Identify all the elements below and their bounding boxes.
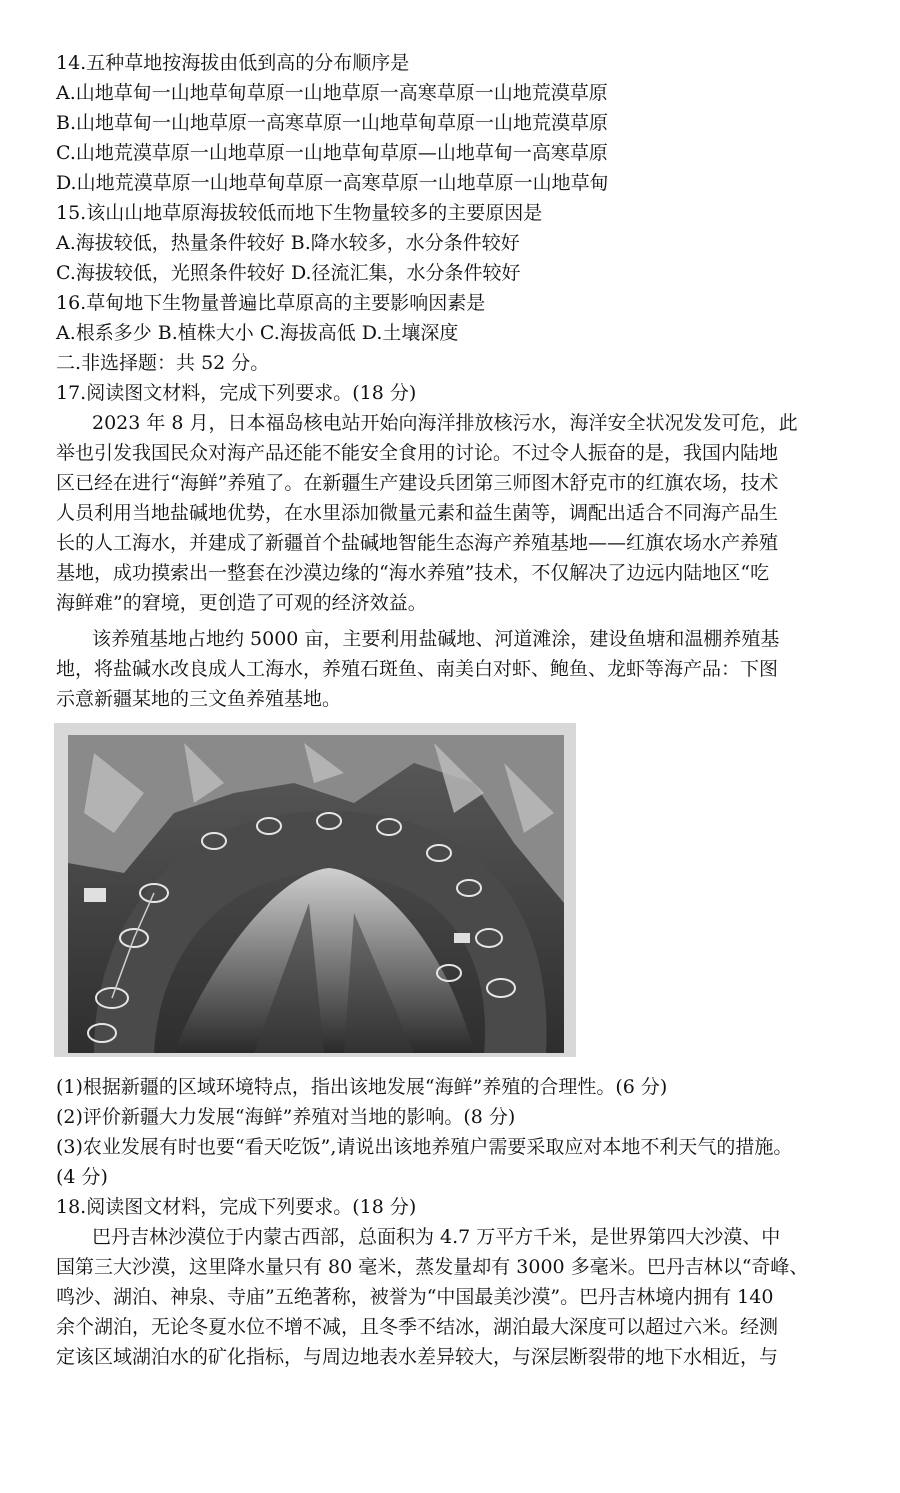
q14-option-a: A.山地草甸一山地草甸草原一山地草原一高寒草原一山地荒漠草原 [56,82,608,104]
q18-paragraph-line: 余个湖泊，无论冬夏水位不增不减，且冬季不结冰，湖泊最大深度可以超过六米。经测 [56,1316,779,1338]
q18-paragraph-line: 鸣沙、湖泊、神泉、寺庙”五绝著称，被誉为“中国最美沙漠”。巴丹吉林境内拥有 140 [56,1286,774,1308]
q16-stem: 16.草甸地下生物量普遍比草原高的主要影响因素是 [56,292,486,314]
q17-paragraph2-line: 该养殖基地占地约 5000 亩，主要利用盐碱地、河道滩涂，建设鱼塘和温棚养殖基 [92,628,780,650]
q17-paragraph1-line: 区已经在进行“海鲜”养殖了。在新疆生产建设兵团第三师图木舒克市的红旗农场，技术 [56,472,779,494]
q15-stem: 15.该山山地草原海拔较低而地下生物量较多的主要原因是 [56,202,543,224]
q17-sub3: (3)农业发展有时也要“看天吃饭”,请说出该地养殖户需要采取应对本地不利天气的措施。 [56,1136,793,1158]
q17-paragraph1-line: 基地，成功摸索出一整套在沙漠边缘的“海水养殖”技术，不仅解决了边远内陆地区“吃 [56,562,770,584]
q17-paragraph1-line: 2023 年 8 月，日本福岛核电站开始向海洋排放核污水，海洋安全状况发发可危，此 [92,412,798,434]
q18-stem: 18.阅读图文材料，完成下列要求。(18 分) [56,1196,417,1218]
q14-option-b: B.山地草甸一山地草原一高寒草原一山地草甸草原一山地荒漠草原 [56,112,609,134]
q17-paragraph2-line: 地，将盐碱水改良成人工海水，养殖石斑鱼、南美白对虾、鲍鱼、龙虾等海产品：下图 [56,658,779,680]
q17-sub3-score: (4 分) [56,1166,108,1188]
q17-sub2: (2)评价新疆大力发展“海鲜”养殖对当地的影响。(8 分) [56,1106,516,1128]
q18-paragraph-line: 巴丹吉林沙漠位于内蒙古西部，总面积为 4.7 万平方千米，是世界第四大沙漠、中 [92,1226,781,1248]
q18-paragraph-line: 定该区域湖泊水的矿化指标，与周边地表水差异较大，与深层断裂带的地下水相近，与 [56,1346,779,1368]
q15-options-cd: C.海拔较低，光照条件较好 D.径流汇集，水分条件较好 [56,262,521,284]
q17-paragraph1-line: 长的人工海水，并建成了新疆首个盐碱地智能生态海产养殖基地——红旗农场水产养殖 [56,532,779,554]
q17-paragraph1-line: 人员利用当地盐碱地优势，在水里添加微量元素和益生菌等，调配出适合不同海产品生 [56,502,779,524]
q14-option-d: D.山地荒漠草原一山地草甸草原一高寒草原一山地草原一山地草甸 [56,172,609,194]
section-heading: 二.非选择题：共 52 分。 [56,352,270,374]
salmon-farm-photo [54,723,576,1057]
q14-option-c: C.山地荒漠草原一山地草原一山地草甸草原—山地草甸一高寒草原 [56,142,608,164]
q17-paragraph1-line: 举也引发我国民众对海产品还能不能安全食用的讨论。不过令人振奋的是，我国内陆地 [56,442,779,464]
q17-sub1: (1)根据新疆的区域环境特点，指出该地发展“海鲜”养殖的合理性。(6 分) [56,1076,668,1098]
q14-stem: 14.五种草地按海拔由低到高的分布顺序是 [56,52,410,74]
q16-options: A.根系多少 B.植株大小 C.海拔高低 D.土壤深度 [56,322,459,344]
q15-options-ab: A.海拔较低，热量条件较好 B.降水较多，水分条件较好 [56,232,520,254]
q17-paragraph1-line: 海鲜难”的窘境，更创造了可观的经济效益。 [56,592,427,614]
q17-paragraph2-line: 示意新疆某地的三文鱼养殖基地。 [56,688,342,710]
q18-paragraph-line: 国第三大沙漠，这里降水量只有 80 毫米，蒸发量却有 3000 多毫米。巴丹吉林以“奇峰、 [56,1256,809,1278]
q17-stem: 17.阅读图文材料，完成下列要求。(18 分) [56,382,417,404]
